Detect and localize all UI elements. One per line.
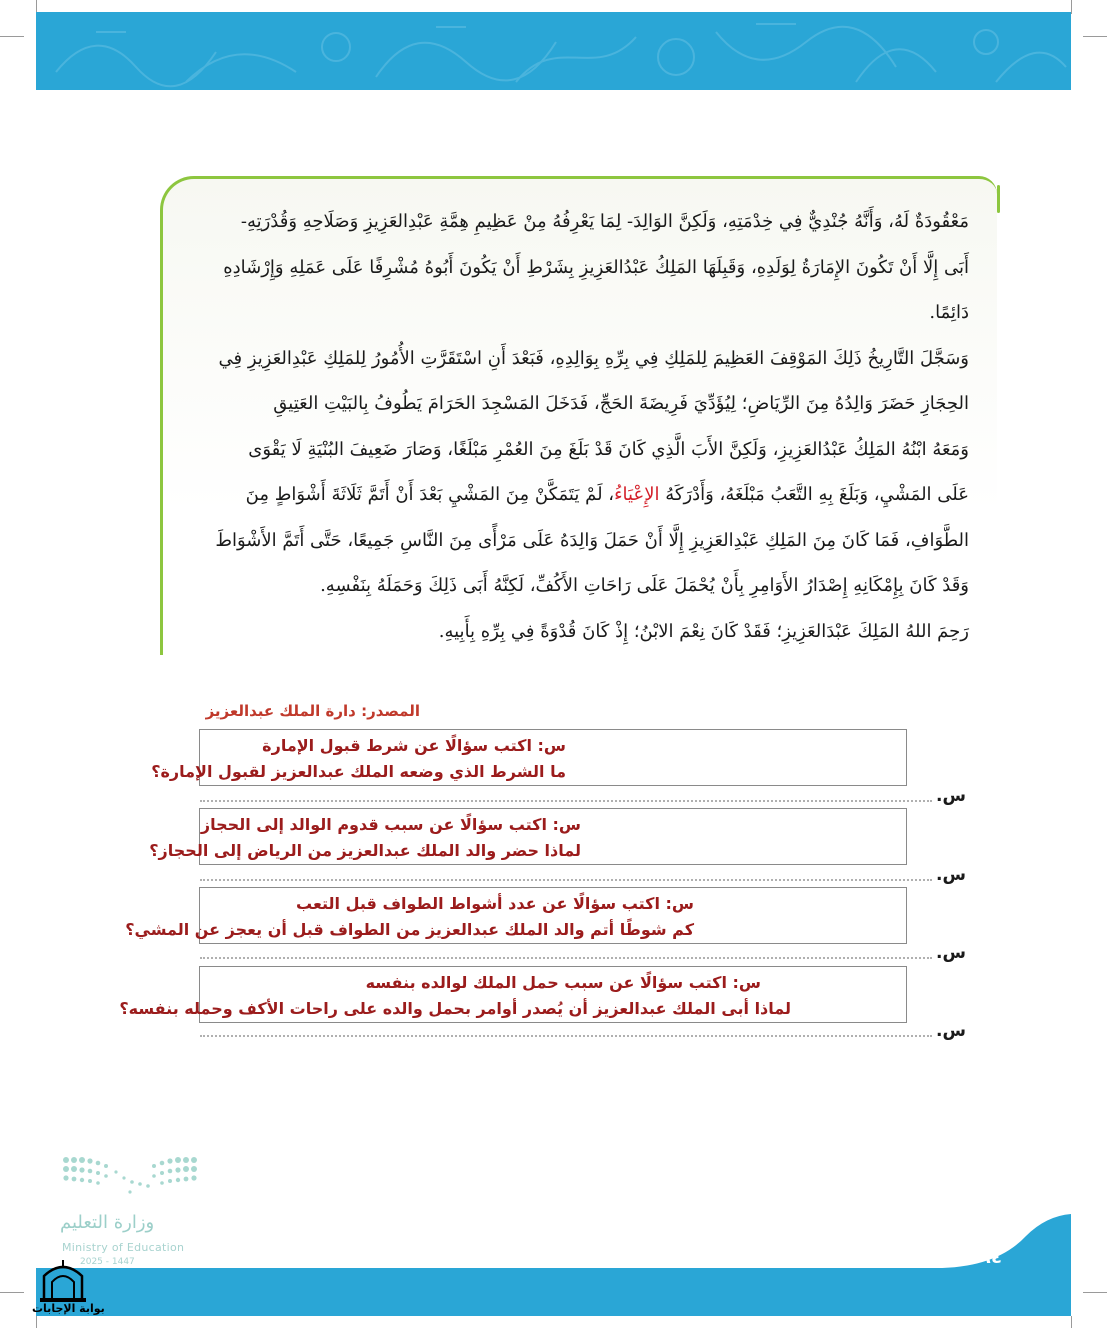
- trim-mark: [1083, 1292, 1107, 1293]
- ministry-name-en: Ministry of Education: [62, 1241, 185, 1254]
- question-label: س.: [936, 1021, 966, 1041]
- highlighted-word: الإِعْيَاءُ: [614, 484, 660, 505]
- ministry-year: 2025 - 1447: [80, 1257, 135, 1267]
- gate-logo-icon: [30, 1258, 96, 1304]
- question-box: [149, 808, 907, 865]
- question-label: س.: [936, 943, 966, 963]
- question-box: [125, 887, 907, 944]
- question-answer: لماذا أبى الملك عبدالعزيز أن يُصدر أوامر بحمل والده على راحات الأكف وحمله بنفسه؟: [119, 999, 791, 1018]
- passage-line: وَمَعَهُ ابْنُهُ المَلِكُ عَبْدُالعَزِيزِ، وَلَكِنَّ الأَبَ الَّذِي كَانَ قَدْ بَلَغَ مِنَ العُمْرِ مَبْلَغًا، وَصَارَ ضَعِيفَ البُنْيَةِ لَا يَقْوَى: [248, 438, 969, 460]
- question-prompt: س: اكتب سؤالًا عن عدد أشواط الطواف قبل التعب: [296, 894, 694, 913]
- passage-line: أَبَى إِلَّا أَنْ تَكُونَ الإِمَارَةُ لِوَلَدِهِ، وَقَبِلَهَا المَلِكُ عَبْدُالعَزِيزِ بِشَرْطِ أَنْ يَكُونَ أَبُوهُ مُشْرِفًا عَلَى عَمَلِهِ وَإِرْشَادِهِ: [223, 256, 969, 278]
- passage-line: الحِجَازِ حَضَرَ وَالِدُهُ مِنَ الرِّيَاضِ؛ لِيُؤَدِّيَ فَرِيضَةَ الحَجِّ، فَدَخَلَ المَسْجِدَ الحَرَامَ يَطُوفُ بِالبَيْتِ العَتِيقِ: [273, 393, 969, 414]
- trim-mark: [36, 1316, 37, 1328]
- passage-line: دَائِمًا.: [929, 302, 969, 323]
- passage-line: الطَّوَافِ، فَمَا كَانَ مِنَ المَلِكِ عَبْدِالعَزِيزِ إِلَّا أَنْ حَمَلَ وَالِدَهُ عَلَى مَرْأًى مِنَ النَّاسِ جَمِيعًا، حَتَّى أَتَمَّ الأَشْوَاطَ: [215, 529, 969, 551]
- ministry-logo-icon: [60, 1152, 200, 1202]
- calligraphy-pattern-icon: [36, 12, 1071, 90]
- passage-panel: [160, 176, 997, 655]
- passage-line: وَقَدْ كَانَ بِإِمْكَانِهِ إِصْدَارُ الأَوَامِرِ بِأَنْ يُحْمَلَ عَلَى رَاحَاتِ الأَكُفِّ، لَكِنَّهُ أَبَى ذَلِكَ وَحَمَلَهُ بِنَفْسِهِ.: [320, 575, 969, 596]
- question-answer: ما الشرط الذي وضعه الملك عبدالعزيز لقبول الإمارة؟: [151, 762, 566, 781]
- watermark-text: بوابة الإجابات: [32, 1302, 105, 1315]
- header-band: [36, 12, 1071, 90]
- page-number: ٦٤: [980, 1247, 1002, 1268]
- trim-mark: [1071, 1316, 1072, 1328]
- footer-band: [36, 1212, 1071, 1316]
- question-label: س.: [936, 786, 966, 806]
- question-answer: كم شوطًا أتم والد الملك عبدالعزيز من الطواف قبل أن يعجز عن المشي؟: [125, 920, 694, 939]
- passage-fragment: عَلَى المَشْيِ، وَبَلَغَ بِهِ التَّعَبُ مَبْلَغَهُ، وَأَدْرَكَهُ: [665, 484, 969, 505]
- source-citation: المصدر: دارة الملك عبدالعزيز: [205, 702, 420, 720]
- passage-line: رَحِمَ اللهُ المَلِكَ عَبْدَالعَزِيزِ؛ فَقَدْ كَانَ نِعْمَ الابْنُ؛ إِذْ كَانَ قُدْوَةً فِي بِرِّهِ بِأَبِيهِ.: [438, 620, 969, 642]
- passage-fragment: ، لَمْ يَتَمَكَّنْ مِنَ المَشْيِ بَعْدَ أَنْ أَتَمَّ ثَلَاثَةَ أَشْوَاطٍ مِنَ: [245, 484, 615, 505]
- answer-line[interactable]: [200, 800, 932, 802]
- answer-line[interactable]: [200, 879, 932, 881]
- trim-mark: [1071, 0, 1072, 14]
- question-box: [119, 966, 907, 1023]
- passage-line: وَسَجَّلَ التَّارِيخُ ذَلِكَ المَوْقِفَ العَظِيمَ لِلمَلِكِ فِي بِرِّهِ بِوَالِدِهِ، فَبَعْدَ أَنِ اسْتَقَرَّتِ الأُمُورُ لِلمَلِكِ عَبْدِالعَزِيزِ فِي: [218, 347, 969, 369]
- answer-line[interactable]: [200, 1035, 932, 1037]
- question-box: [151, 729, 907, 786]
- trim-mark: [1083, 36, 1107, 37]
- passage-line: مَعْقُودَةٌ لَهُ، وَأَنَّهُ جُنْدِيٌّ فِي خِدْمَتِهِ، وَلَكِنَّ الوَالِدَ- لِمَا يَعْرِفُهُ مِنْ عَظِيمِ هِمَّةِ عَبْدِالعَزِيزِ وَصَلَاحِهِ وَقُدْرَتِهِ-: [240, 211, 969, 232]
- passage-text: [189, 199, 969, 654]
- ministry-name-ar: وزارة التعليم: [60, 1212, 155, 1233]
- question-prompt: س: اكتب سؤالًا عن سبب حمل الملك لوالده بنفسه: [365, 973, 761, 992]
- question-label: س.: [936, 865, 966, 885]
- question-prompt: س: اكتب سؤالًا عن شرط قبول الإمارة: [262, 736, 566, 755]
- question-prompt: س: اكتب سؤالًا عن سبب قدوم الوالد إلى الحجاز: [200, 815, 581, 834]
- question-answer: لماذا حضر والد الملك عبدالعزيز من الرياض إلى الحجاز؟: [149, 841, 581, 860]
- trim-mark: [0, 1292, 24, 1293]
- answer-line[interactable]: [200, 957, 932, 959]
- passage-line: [189, 472, 969, 518]
- trim-mark: [0, 36, 24, 37]
